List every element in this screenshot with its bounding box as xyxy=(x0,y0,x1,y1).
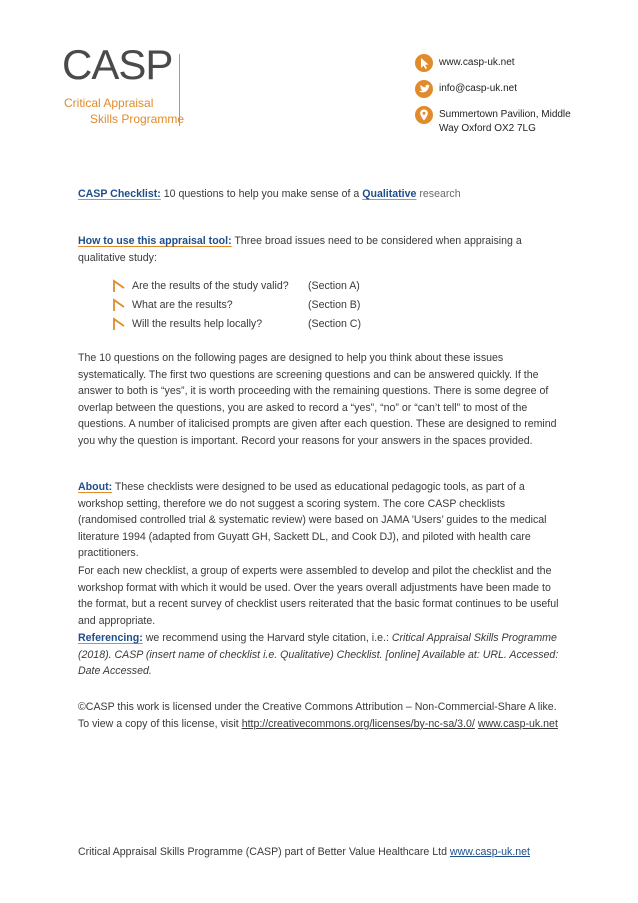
section-question: Will the results help locally? xyxy=(132,318,263,330)
contact-list xyxy=(415,54,615,140)
section-question: Are the results of the study valid? xyxy=(132,280,289,292)
logo-wordmark: CASP xyxy=(62,41,173,88)
contact-email[interactable] xyxy=(415,80,615,106)
checklist-label: CASP Checklist: xyxy=(78,188,161,200)
section-item xyxy=(112,279,392,298)
website-link[interactable]: www.casp-uk.net xyxy=(477,717,558,730)
footer-text: Critical Appraisal Skills Programme (CASP) part of Better Value Healthcare Ltd xyxy=(78,846,450,858)
intro-paragraph: The 10 questions on the following pages are designed to help you think about these issues systematically. The first two questions are screening questions and can be answered quickly. If the answer to both is “yes”, it is worth proceeding with the remaining questions. There is some degree of overlap between the questions, you are asked to record a “yes”, “no” or “can’t tell” to most of the questions. A number of italicised prompts are given after each question. These are designed to remind you why the question is important. Record your reasons for your answers in the spaces provided. xyxy=(78,352,557,447)
contact-email-text: info@casp-uk.net xyxy=(439,83,517,94)
checklist-text-before: 10 questions to help you make sense of a xyxy=(160,188,363,200)
license-text: ©CASP this work is licensed under the Creative Commons Attribution – Non-Commercial-Share A like. To view a copy of this license, visit xyxy=(78,701,557,730)
logo-subtitle-1: Critical Appraisal xyxy=(64,96,154,110)
how-to-paragraph xyxy=(78,233,564,266)
section-label: (Section A) xyxy=(308,280,360,292)
referencing-citation: Critical Appraisal Skills Programme (2018). CASP (insert name of checklist i.e. Qualitative) Checklist. [online] Available at: URL. Accessed: Date Accessed. xyxy=(78,632,559,678)
contact-address-text: Summertown Pavilion, Middle Way Oxford OX2 7LG xyxy=(439,109,571,134)
about-paragraph xyxy=(78,479,564,562)
cursor-icon xyxy=(415,54,433,72)
checklist-text-after: research xyxy=(416,188,461,200)
casp-logo xyxy=(62,41,185,126)
referencing-text: we recommend using the Harvard style citation, i.e.: xyxy=(142,632,392,644)
contact-website-text: www.casp-uk.net xyxy=(439,57,515,68)
footer-link[interactable]: www.casp-uk.net xyxy=(449,846,530,858)
check-mark-icon xyxy=(112,298,126,312)
how-to-label: How to use this appraisal tool: xyxy=(78,235,232,247)
section-label: (Section B) xyxy=(308,299,361,311)
section-question: What are the results? xyxy=(132,299,233,311)
new-checklist-paragraph: For each new checklist, a group of experts were assembled to develop and pilot the checklist and the workshop format with which it would be used. Over the years overall adjustments have been made to the format, but a recent survey of checklist users reiterated that the basic format continues to be useful and appropriate. xyxy=(78,565,559,627)
checklist-keyword: Qualitative xyxy=(362,188,417,200)
section-list xyxy=(112,279,392,336)
bird-icon xyxy=(415,80,433,98)
contact-website[interactable] xyxy=(415,54,615,80)
license-paragraph xyxy=(78,699,564,732)
section-item xyxy=(112,317,392,336)
checklist-heading xyxy=(78,186,564,203)
location-pin-icon xyxy=(415,106,433,124)
page-footer xyxy=(78,846,530,858)
referencing-paragraph xyxy=(78,630,564,680)
referencing-label: Referencing: xyxy=(78,632,143,644)
check-mark-icon xyxy=(112,317,126,331)
how-to-text: Three broad issues need to be considered when appraising a qualitative study: xyxy=(78,235,522,264)
section-item xyxy=(112,298,392,317)
logo-subtitle-2: Skills Programme xyxy=(90,112,185,126)
section-label: (Section C) xyxy=(308,318,361,330)
about-label: About: xyxy=(78,481,113,493)
license-link[interactable]: http://creativecommons.org/licenses/by-nc-sa/3.0/ xyxy=(241,717,475,730)
check-mark-icon xyxy=(112,279,126,293)
contact-address xyxy=(415,106,615,140)
about-text: These checklists were designed to be used as educational pedagogic tools, as part of a workshop setting, therefore we do not suggest a scoring system. The core CASP checklists (randomised controlled trial & systematic review) were based on JAMA 'Users’ guides to the medical literature 1994 (adapted from Guyatt GH, Sackett DL, and Cook DJ), and piloted with health care practitioners. xyxy=(78,481,547,560)
